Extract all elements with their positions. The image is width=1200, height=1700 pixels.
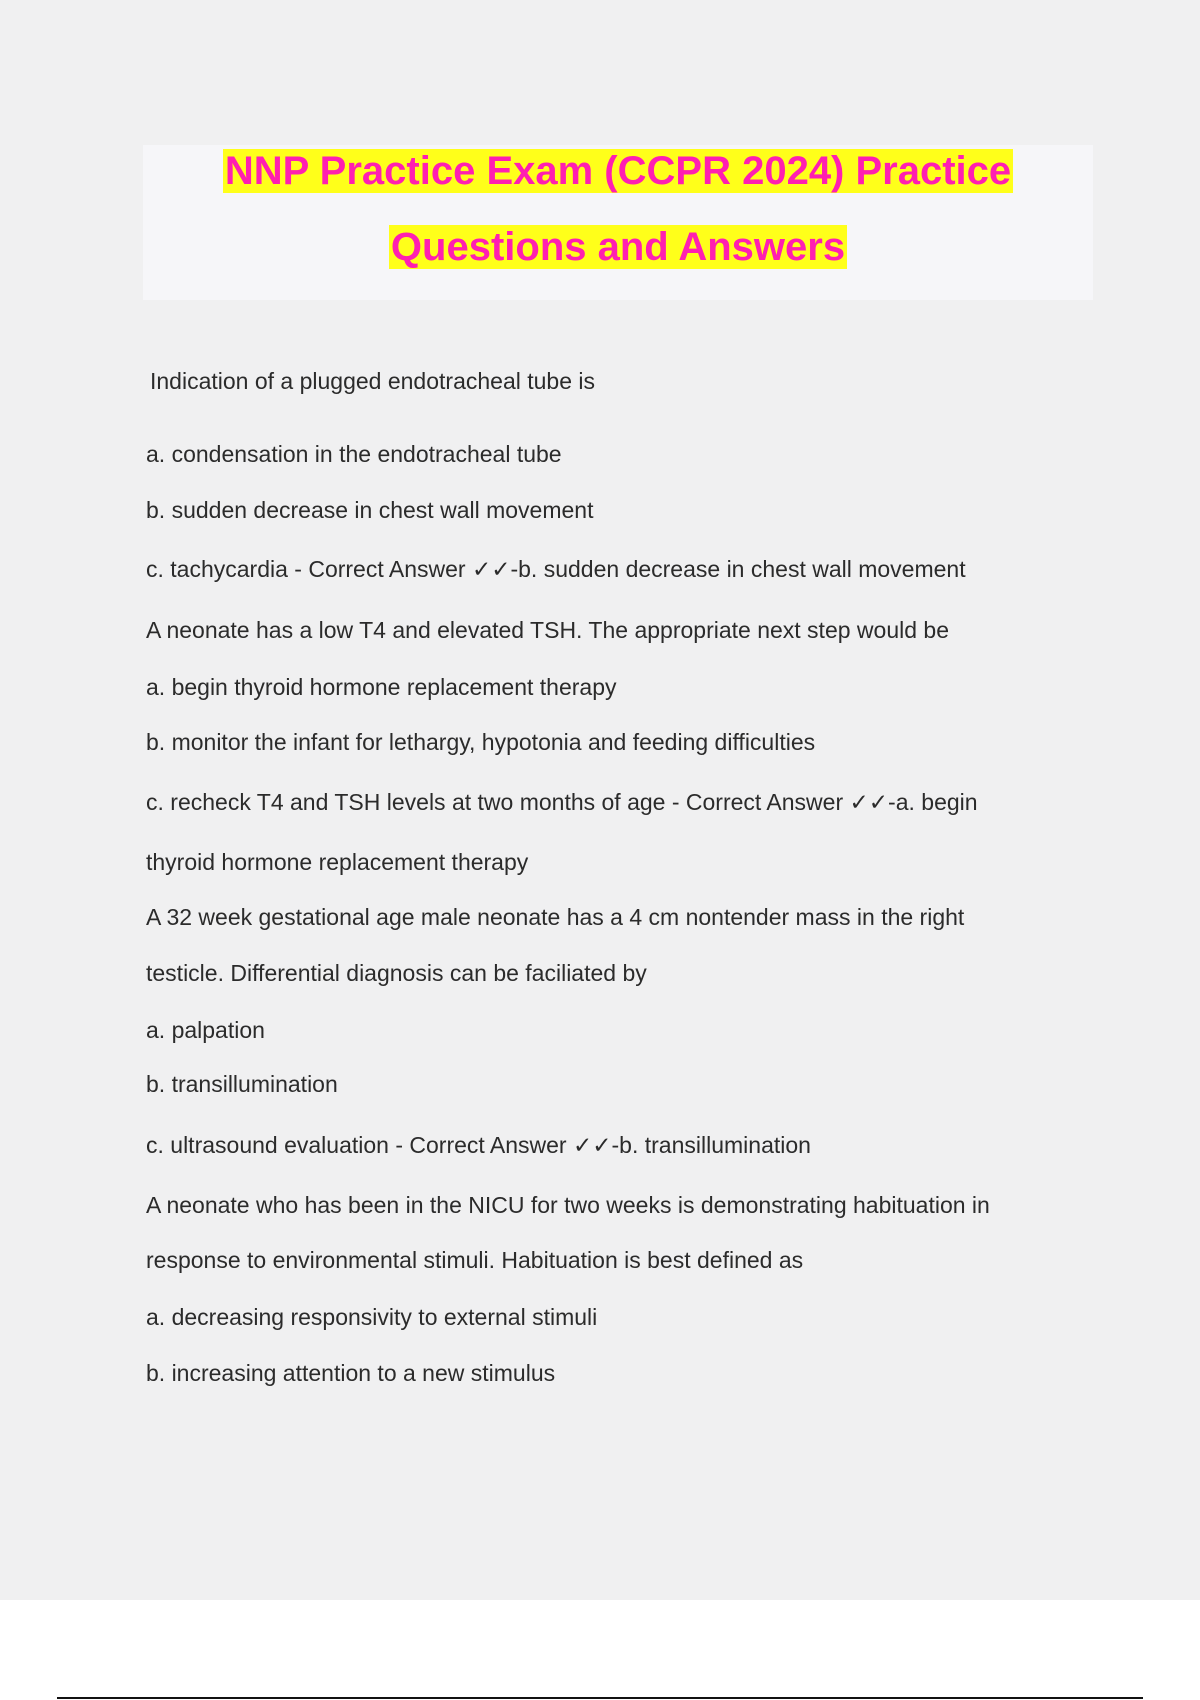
question-1-option-b: b. sudden decrease in chest wall movement	[146, 497, 594, 523]
document-title-line-2	[143, 223, 1093, 271]
question-3-option-a: a. palpation	[146, 1017, 265, 1043]
question-3-option-b: b. transillumination	[146, 1071, 338, 1097]
question-4-option-a: a. decreasing responsivity to external stimuli	[146, 1304, 598, 1330]
question-3-stem-continued: testicle. Differential diagnosis can be faciliated by	[146, 960, 647, 986]
title-line-2-text: Questions and Answers	[390, 225, 846, 269]
question-3-stem: A 32 week gestational age male neonate has a 4 cm nontender mass in the right	[146, 904, 965, 930]
question-4-stem-continued: response to environmental stimuli. Habituation is best defined as	[146, 1247, 804, 1273]
question-2-answer-continued: thyroid hormone replacement therapy	[146, 849, 529, 875]
footer-divider	[57, 1697, 1143, 1699]
question-1-option-c-answer: c. tachycardia - Correct Answer ✓✓-b. sudden decrease in chest wall movement	[146, 556, 966, 582]
question-1-option-a: a. condensation in the endotracheal tube	[146, 441, 562, 467]
question-2-stem: A neonate has a low T4 and elevated TSH. The appropriate next step would be	[146, 617, 949, 643]
question-3-option-c-answer: c. ultrasound evaluation - Correct Answer ✓✓-b. transillumination	[146, 1132, 811, 1158]
question-2-option-c-answer: c. recheck T4 and TSH levels at two months of age - Correct Answer ✓✓-a. begin	[146, 789, 978, 815]
question-2-option-b: b. monitor the infant for lethargy, hypotonia and feeding difficulties	[146, 729, 816, 755]
question-4-option-b: b. increasing attention to a new stimulus	[146, 1360, 556, 1386]
title-line-1-text: NNP Practice Exam (CCPR 2024) Practice	[224, 149, 1012, 193]
question-2-option-a: a. begin thyroid hormone replacement therapy	[146, 674, 617, 700]
question-1-stem: Indication of a plugged endotracheal tube is	[150, 368, 595, 394]
document-title-line-1	[143, 147, 1093, 195]
question-4-stem: A neonate who has been in the NICU for two weeks is demonstrating habituation in	[146, 1192, 990, 1218]
